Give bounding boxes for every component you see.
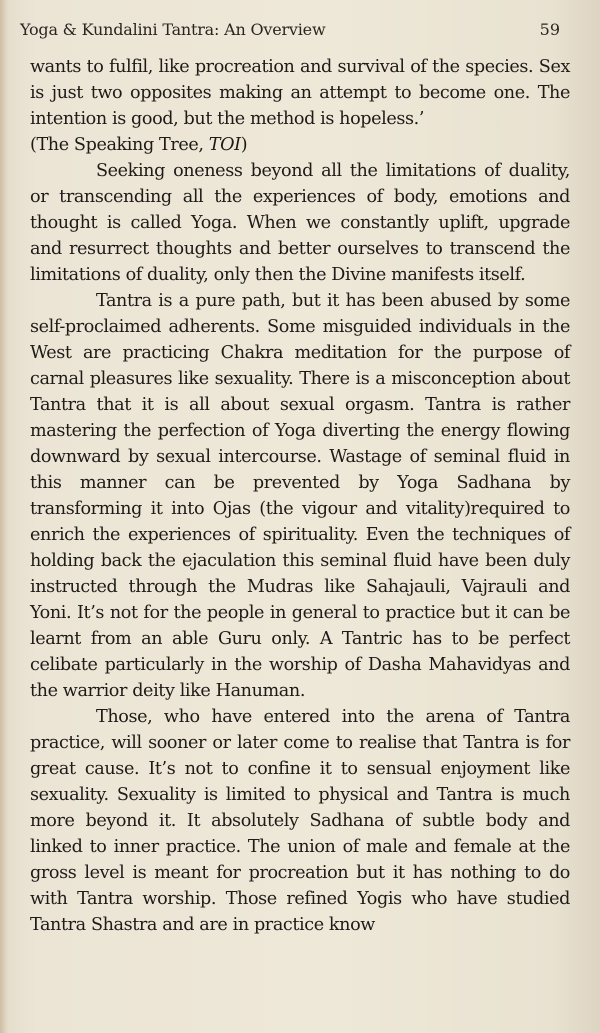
page-number: 59 bbox=[539, 20, 560, 39]
running-header bbox=[20, 20, 560, 46]
page-body bbox=[30, 54, 570, 938]
page-gutter-shadow bbox=[0, 0, 8, 1033]
citation-text: (The Speaking Tree, bbox=[30, 135, 209, 155]
citation-close: ) bbox=[240, 135, 248, 155]
citation-italic: TOI bbox=[208, 135, 241, 155]
running-title: Yoga & Kundalini Tantra: An Overview bbox=[20, 20, 326, 39]
paragraph-tantra-practice: Those, who have entered into the arena of Tantra practice, will sooner or later come to realise that Tantra is for great cause. It’s not to confine it to sensual enjoyment like sexuality. Sexuality is limited to physical and Tantra is much more beyond it. It absolutely Sadhana of subtle body and linked to inner practice. The union of male and female at the gross level is meant for procreation but it has nothing to do with Tantra worship. Those refined Yogis who have studied Tantra Shastra and are in practice know bbox=[30, 707, 570, 935]
paragraph-continuation: wants to fulfil, like procreation and survival of the species. Sex is just two opposites making an attempt to become one. The intention is good, but the method is hopeless.’ bbox=[30, 57, 570, 129]
paragraph-tantra-path: Tantra is a pure path, but it has been abused by some self-proclaimed adherents. Some misguided individuals in the West are practicing Chakra meditation for the purpose of carnal pleasures like sexuality. There is a misconception about Tantra that it is all about sexual orgasm. Tantra is rather mastering the perfection of Yoga diverting the energy flowing downward by sexual intercourse. Wastage of seminal fluid in this manner can be prevented by Yoga Sadhana by transforming it into Ojas (the vigour and vitality)required to enrich the experiences of spirituality. Even the techniques of holding back the ejaculation this seminal fluid have been duly instructed through the Mudras like Sahajauli, Vajrauli and Yoni. It’s not for the people in general to practice but it can be learnt from an able Guru only. A Tantric has to be perfect celibate particularly in the worship of Dasha Mahavidyas and the warrior deity like Hanuman. bbox=[30, 291, 570, 701]
source-citation bbox=[30, 132, 570, 158]
paragraph-yoga: Seeking oneness beyond all the limitations of duality, or transcending all the experiences of body, emotions and thought is called Yoga. When we constantly uplift, upgrade and resurrect thoughts and better ourselves to transcend the limitations of duality, only then the Divine manifests itself. bbox=[30, 161, 570, 285]
